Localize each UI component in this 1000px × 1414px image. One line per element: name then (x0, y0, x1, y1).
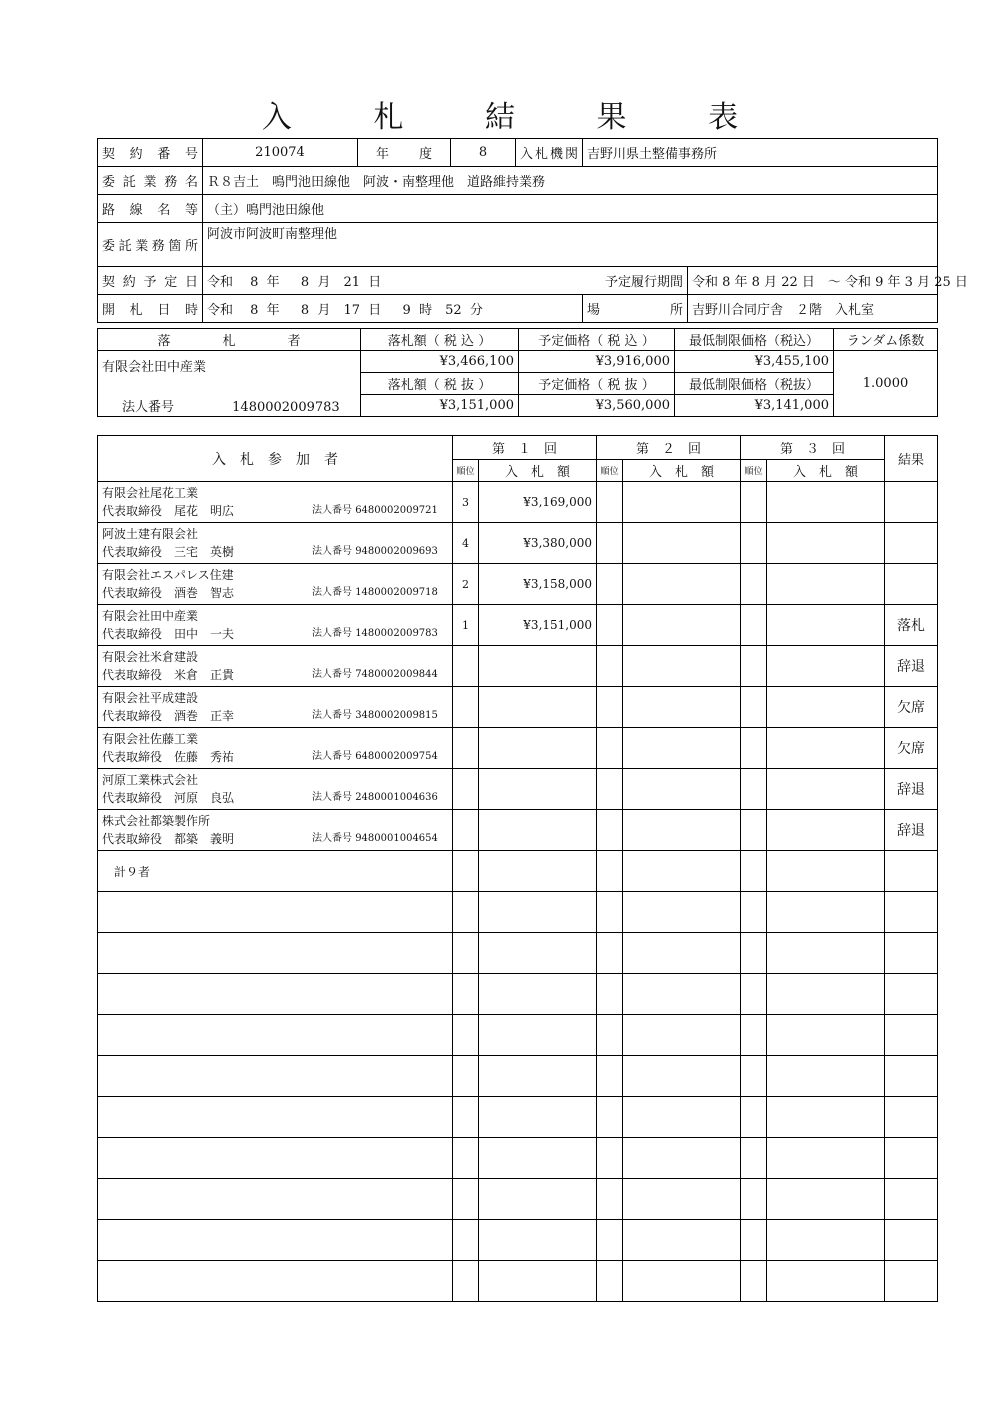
participant-cell (98, 646, 453, 687)
participant-corp-value: 2480001004636 (355, 792, 438, 803)
winner-corp-no-label: 法人番号 (122, 399, 175, 415)
round2-amount (623, 605, 741, 646)
round3-rank-header: 順位 (741, 460, 767, 482)
result-cell (885, 564, 938, 605)
venue-value: 吉野川合同庁舎 ２階 入札室 (688, 295, 938, 323)
round3-amount (767, 646, 885, 687)
participant-corp-no (312, 502, 438, 520)
participant-corp-label: 法人番号 (312, 587, 352, 598)
bid-tax-in-header: 落札額（ 税 込 ） (361, 329, 519, 351)
participants-header: 入 札 参 加 者 (98, 436, 453, 482)
round2-amount (623, 769, 741, 810)
round1-rank: 1 (453, 605, 479, 646)
round1-amount: ¥3,169,000 (479, 482, 597, 523)
round3-amount-header: 入 札 額 (767, 460, 885, 482)
work-label: 委託業務名 (98, 167, 203, 195)
round1-rank: 4 (453, 523, 479, 564)
participant-corp-no (312, 584, 438, 602)
round2-amount (623, 482, 741, 523)
participant-cell (98, 769, 453, 810)
empty-row (98, 974, 938, 1015)
round3-rank (741, 728, 767, 769)
round2-rank (597, 646, 623, 687)
bid-tax-ex: ¥3,151,000 (361, 395, 519, 417)
org-label: 入札機関 (516, 139, 583, 167)
participant-cell (98, 605, 453, 646)
bid-rows (98, 482, 938, 1302)
participant-company: 有限会社平成建設 (102, 691, 199, 705)
winner-company: 有限会社田中産業 (98, 351, 361, 395)
table-row (98, 564, 938, 605)
round1-rank (453, 810, 479, 851)
contract-no: 210074 (203, 139, 358, 167)
round1-amount: ¥3,151,000 (479, 605, 597, 646)
table-row (98, 687, 938, 728)
round1-rank: 3 (453, 482, 479, 523)
round2-amount-header: 入 札 額 (623, 460, 741, 482)
participant-corp-value: 6480002009754 (355, 751, 438, 762)
table-row (98, 482, 938, 523)
participant-rep-line (102, 789, 448, 807)
participant-rep: 代表取締役 三宅 英樹 (102, 545, 235, 559)
participant-cell (98, 564, 453, 605)
participant-rep: 代表取締役 河原 良弘 (102, 791, 235, 805)
round1-rank (453, 769, 479, 810)
participant-corp-value: 9480001004654 (355, 833, 438, 844)
participant-company: 阿波土建有限会社 (102, 527, 199, 541)
place-label: 委託業務箇所 (98, 223, 203, 267)
participant-rep-line (102, 748, 448, 766)
round1-rank (453, 646, 479, 687)
round1-amount: ¥3,158,000 (479, 564, 597, 605)
round2-rank (597, 564, 623, 605)
participant-corp-label: 法人番号 (312, 669, 352, 680)
round3-amount (767, 728, 885, 769)
empty-row (98, 933, 938, 974)
round1-header: 第 １ 回 (453, 436, 597, 460)
round3-amount (767, 523, 885, 564)
round2-amount (623, 523, 741, 564)
round1-amount (479, 646, 597, 687)
participant-corp-no (312, 748, 438, 766)
round3-rank (741, 769, 767, 810)
participant-rep-line (102, 830, 448, 848)
participant-corp-label: 法人番号 (312, 833, 352, 844)
round2-rank (597, 523, 623, 564)
round1-amount: ¥3,380,000 (479, 523, 597, 564)
min-tax-in-header: 最低制限価格（税込） (675, 329, 834, 351)
participant-cell (98, 482, 453, 523)
empty-row (98, 1261, 938, 1302)
round3-rank (741, 523, 767, 564)
participant-corp-no (312, 830, 438, 848)
table-row (98, 523, 938, 564)
contract-info-table (97, 138, 968, 323)
round2-amount (623, 687, 741, 728)
empty-row (98, 892, 938, 933)
table-row (98, 646, 938, 687)
total-row (98, 851, 938, 892)
participant-rep-line (102, 502, 448, 520)
participant-corp-no (312, 543, 438, 561)
open-date-label: 開札日時 (98, 295, 203, 323)
total-count: 計９者 (98, 851, 453, 892)
participant-corp-label: 法人番号 (312, 710, 352, 721)
period-value: 令和 8 年 8 月 22 日 ～ 令和 9 年 3 月 25 日 (688, 267, 938, 295)
bid-tax-in: ¥3,466,100 (361, 351, 519, 373)
participant-corp-value: 1480002009718 (355, 587, 438, 598)
result-cell (885, 482, 938, 523)
place-value: 阿波市阿波町南整理他 (203, 223, 938, 267)
venue-label: 場 所 (583, 295, 688, 323)
random-value: 1.0000 (834, 351, 938, 417)
result-cell: 辞退 (885, 646, 938, 687)
empty-row (98, 1179, 938, 1220)
min-tax-ex: ¥3,141,000 (675, 395, 834, 417)
round2-header: 第 ２ 回 (597, 436, 741, 460)
participant-rep: 代表取締役 酒巻 正幸 (102, 709, 235, 723)
min-tax-in: ¥3,455,100 (675, 351, 834, 373)
participant-corp-label: 法人番号 (312, 505, 352, 516)
winner-corp-no-value: 1480002009783 (232, 399, 340, 415)
result-cell: 辞退 (885, 769, 938, 810)
participant-corp-label: 法人番号 (312, 792, 352, 803)
participant-company: 有限会社田中産業 (102, 609, 199, 623)
participant-corp-label: 法人番号 (312, 546, 352, 557)
round1-amount (479, 769, 597, 810)
round1-rank: 2 (453, 564, 479, 605)
round2-rank (597, 728, 623, 769)
period-label: 予定履行期間 (516, 267, 688, 295)
work-value: Ｒ８吉土 鳴門池田線他 阿波・南整理他 道路維持業務 (203, 167, 938, 195)
empty-row (98, 1056, 938, 1097)
bid-results-table (97, 435, 938, 1302)
winner-table (97, 328, 938, 417)
round3-rank (741, 605, 767, 646)
round3-amount (767, 810, 885, 851)
participant-rep-line (102, 625, 448, 643)
table-row (98, 810, 938, 851)
round2-rank (597, 810, 623, 851)
round2-rank-header: 順位 (597, 460, 623, 482)
min-tax-ex-header: 最低制限価格（税抜） (675, 373, 834, 395)
round3-rank (741, 687, 767, 728)
participant-rep: 代表取締役 米倉 正貴 (102, 668, 235, 682)
participant-rep: 代表取締役 田中 一夫 (102, 627, 235, 641)
planned-tax-in: ¥3,916,000 (519, 351, 675, 373)
round3-amount (767, 687, 885, 728)
participant-company: 河原工業株式会社 (102, 773, 199, 787)
contract-date-value: 令和 8 年 8 月 21 日 (203, 267, 516, 295)
table-row (98, 728, 938, 769)
open-date-value: 令和 8 年 8 月 17 日 9 時 52 分 (203, 295, 583, 323)
participant-cell (98, 728, 453, 769)
round2-amount (623, 564, 741, 605)
participant-corp-no (312, 666, 438, 684)
contract-date-label: 契約予定日 (98, 267, 203, 295)
round2-amount (623, 646, 741, 687)
participant-rep-line (102, 584, 448, 602)
participant-company: 有限会社エスパレス住建 (102, 568, 234, 582)
result-cell: 欠席 (885, 687, 938, 728)
year-value: 8 (451, 139, 516, 167)
round1-rank-header: 順位 (453, 460, 479, 482)
empty-row (98, 1015, 938, 1056)
result-cell (885, 523, 938, 564)
round1-rank (453, 687, 479, 728)
participant-rep: 代表取締役 酒巻 智志 (102, 586, 235, 600)
round2-amount (623, 810, 741, 851)
table-row (98, 605, 938, 646)
participant-company: 株式会社都築製作所 (102, 814, 211, 828)
round2-rank (597, 687, 623, 728)
participant-corp-label: 法人番号 (312, 628, 352, 639)
result-cell: 落札 (885, 605, 938, 646)
participant-rep-line (102, 543, 448, 561)
planned-tax-ex: ¥3,560,000 (519, 395, 675, 417)
round3-rank (741, 810, 767, 851)
participant-corp-value: 9480002009693 (355, 546, 438, 557)
round3-rank (741, 564, 767, 605)
org-value: 吉野川県土整備事務所 (583, 139, 938, 167)
round1-rank (453, 728, 479, 769)
participant-company: 有限会社佐藤工業 (102, 732, 199, 746)
table-row (98, 769, 938, 810)
participant-corp-no (312, 707, 438, 725)
result-cell: 辞退 (885, 810, 938, 851)
participant-rep: 代表取締役 尾花 明広 (102, 504, 235, 518)
round3-amount (767, 564, 885, 605)
round1-amount (479, 728, 597, 769)
round2-rank (597, 482, 623, 523)
participant-cell (98, 810, 453, 851)
empty-row (98, 1138, 938, 1179)
contract-no-label: 契約番号 (98, 139, 203, 167)
result-cell: 欠席 (885, 728, 938, 769)
round2-rank (597, 605, 623, 646)
round2-rank (597, 769, 623, 810)
participant-corp-value: 7480002009844 (355, 669, 438, 680)
round1-amount (479, 687, 597, 728)
random-header: ランダム係数 (834, 329, 938, 351)
round3-amount (767, 605, 885, 646)
planned-tax-in-header: 予定価格（ 税 込 ） (519, 329, 675, 351)
empty-row (98, 1220, 938, 1261)
planned-tax-ex-header: 予定価格（ 税 抜 ） (519, 373, 675, 395)
winner-corp-no (98, 395, 361, 417)
round1-amount (479, 810, 597, 851)
participant-rep: 代表取締役 佐藤 秀祐 (102, 750, 235, 764)
participant-company: 有限会社米倉建設 (102, 650, 199, 664)
result-header: 結果 (885, 436, 938, 482)
round1-amount-header: 入 札 額 (479, 460, 597, 482)
participant-cell (98, 523, 453, 564)
year-label: 年度 (358, 139, 451, 167)
participant-corp-no (312, 789, 438, 807)
participant-rep-line (102, 666, 448, 684)
participant-company: 有限会社尾花工業 (102, 486, 199, 500)
participant-corp-value: 1480002009783 (355, 628, 438, 639)
round3-rank (741, 482, 767, 523)
participant-corp-value: 3480002009815 (355, 710, 438, 721)
route-label: 路線名等 (98, 195, 203, 223)
round3-amount (767, 769, 885, 810)
participant-rep: 代表取締役 都築 義明 (102, 832, 235, 846)
route-value: （主）鳴門池田線他 (203, 195, 938, 223)
participant-corp-no (312, 625, 438, 643)
page-title: 入 札 結 果 表 (261, 100, 775, 135)
winner-header: 落 札 者 (98, 329, 361, 351)
participant-corp-value: 6480002009721 (355, 505, 438, 516)
participant-cell (98, 687, 453, 728)
participant-corp-label: 法人番号 (312, 751, 352, 762)
bid-tax-ex-header: 落札額（ 税 抜 ） (361, 373, 519, 395)
round3-rank (741, 646, 767, 687)
round3-amount (767, 482, 885, 523)
empty-row (98, 1097, 938, 1138)
participant-rep-line (102, 707, 448, 725)
round2-amount (623, 728, 741, 769)
round3-header: 第 ３ 回 (741, 436, 885, 460)
